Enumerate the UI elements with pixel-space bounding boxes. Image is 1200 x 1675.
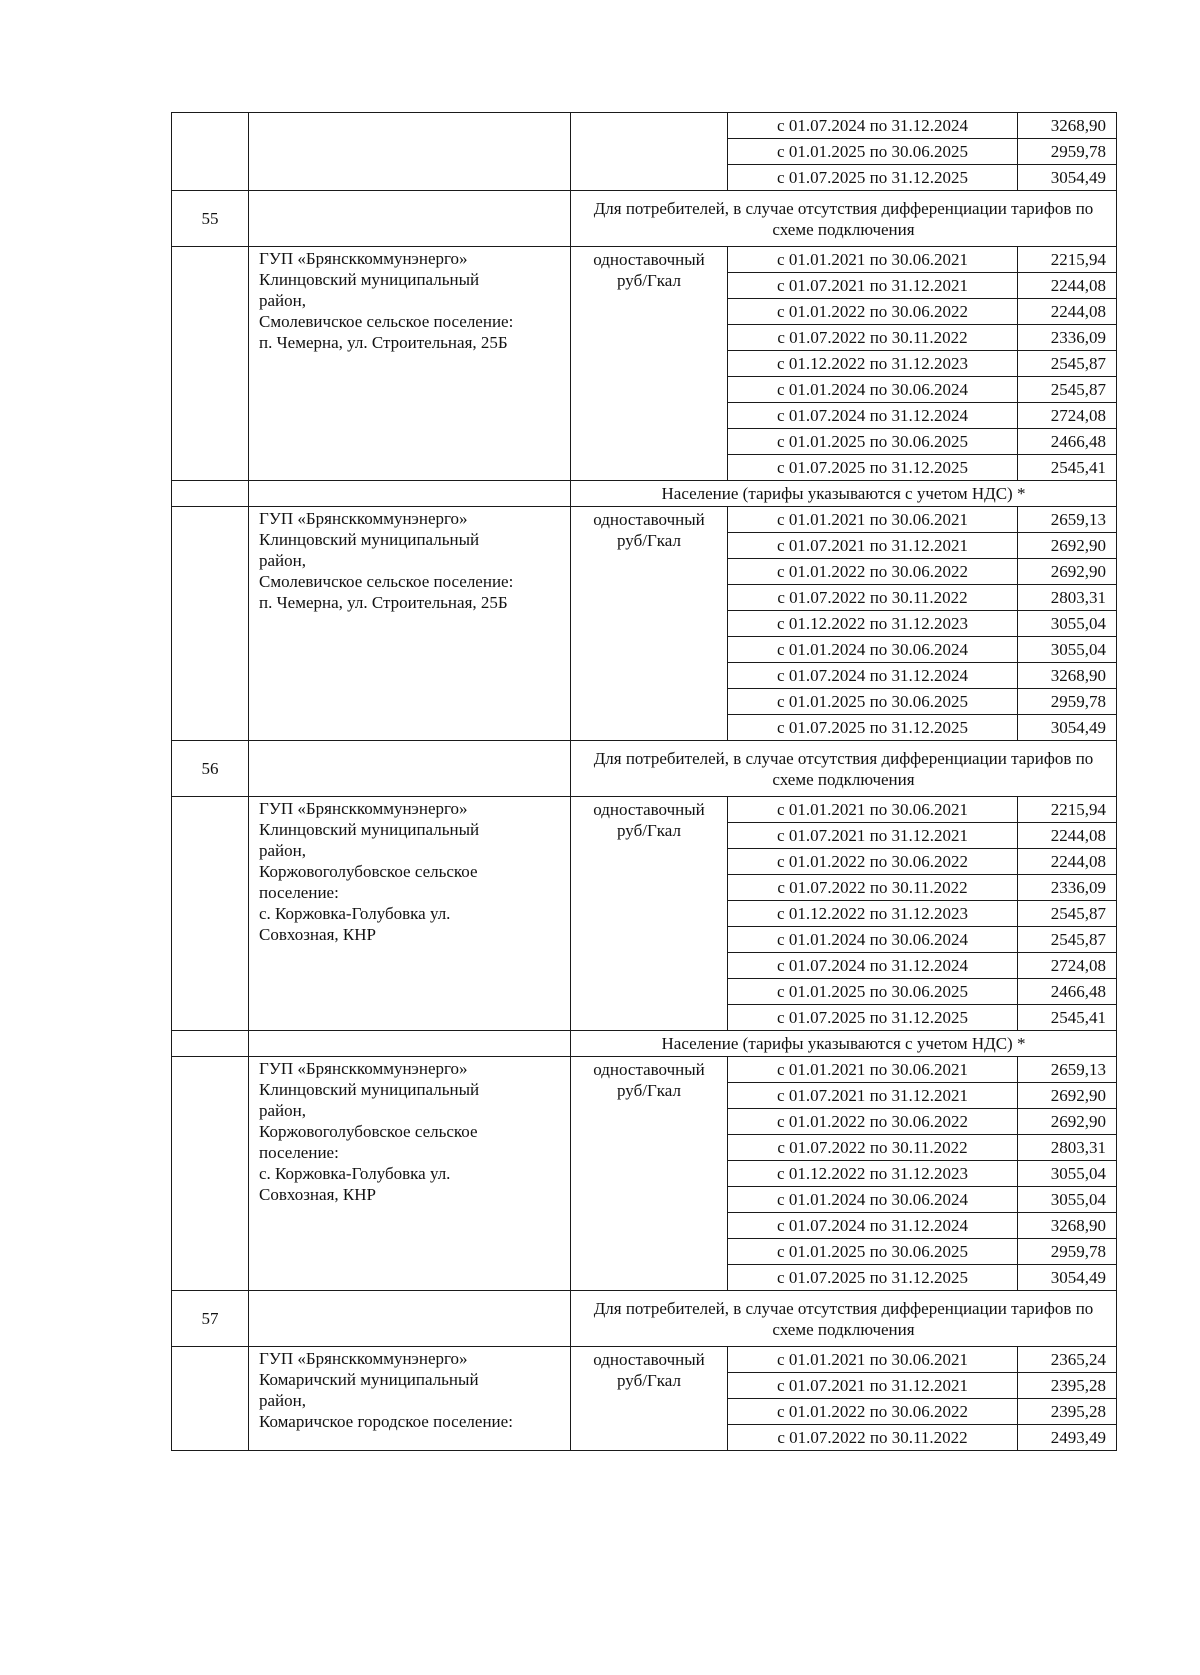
organization-line: Комаричское городское поселение:: [259, 1412, 513, 1431]
tariff-row: [172, 247, 1117, 273]
tariff-value-cell: 3054,49: [1018, 715, 1117, 741]
tariff-type-line: одноставочный: [593, 800, 705, 819]
period-cell: с 01.01.2021 по 30.06.2021: [728, 247, 1018, 273]
period-cell: с 01.07.2024 по 31.12.2024: [728, 953, 1018, 979]
period-cell: с 01.12.2022 по 31.12.2023: [728, 1161, 1018, 1187]
period-cell: с 01.07.2021 по 31.12.2021: [728, 823, 1018, 849]
tariff-type-line: руб/Гкал: [617, 821, 681, 840]
section-header-row: [172, 1291, 1117, 1347]
period-cell: с 01.07.2025 по 31.12.2025: [728, 715, 1018, 741]
period-cell: с 01.01.2021 по 30.06.2021: [728, 1347, 1018, 1373]
tariff-type-line: одноставочный: [593, 1060, 705, 1079]
organization-cell: [249, 1347, 571, 1451]
period-cell: с 01.01.2024 по 30.06.2024: [728, 1187, 1018, 1213]
organization-line: п. Чемерна, ул. Строительная, 25Б: [259, 333, 508, 352]
period-cell: с 01.07.2021 по 31.12.2021: [728, 1083, 1018, 1109]
organization-line: ГУП «Брянсккоммунэнерго»: [259, 799, 468, 818]
period-cell: с 01.01.2025 по 30.06.2025: [728, 979, 1018, 1005]
section-heading: Для потребителей, в случае отсутствия дифференциации тарифов по схеме подключения: [571, 741, 1117, 797]
tariff-value-cell: 2244,08: [1018, 273, 1117, 299]
tariff-value-cell: 3055,04: [1018, 611, 1117, 637]
period-cell: с 01.01.2025 по 30.06.2025: [728, 429, 1018, 455]
period-cell: с 01.01.2022 по 30.06.2022: [728, 849, 1018, 875]
tariff-value-cell: 2545,41: [1018, 1005, 1117, 1031]
organization-cell: [249, 247, 571, 481]
tariff-row: [172, 797, 1117, 823]
tariff-value-cell: 2692,90: [1018, 559, 1117, 585]
tariff-value-cell: 3054,49: [1018, 165, 1117, 191]
tariff-value-cell: 3268,90: [1018, 663, 1117, 689]
tariff-type-cell: [571, 507, 728, 741]
period-cell: с 01.01.2025 по 30.06.2025: [728, 689, 1018, 715]
empty-cell: [172, 1031, 249, 1057]
organization-line: Коржовоголубовское сельское: [259, 862, 478, 881]
tariff-value-cell: 2959,78: [1018, 1239, 1117, 1265]
tariff-value-cell: 2803,31: [1018, 585, 1117, 611]
empty-cell: [172, 113, 249, 191]
organization-line: Клинцовский муниципальный: [259, 270, 480, 289]
organization-line: Смолевичское сельское поселение:: [259, 572, 514, 591]
tariff-value-cell: 2493,49: [1018, 1425, 1117, 1451]
tariff-value-cell: 3055,04: [1018, 1187, 1117, 1213]
organization-line: ГУП «Брянсккоммунэнерго»: [259, 249, 468, 268]
empty-cell: [172, 247, 249, 481]
organization-line: ГУП «Брянсккоммунэнерго»: [259, 1059, 468, 1078]
tariff-value-cell: 3268,90: [1018, 113, 1117, 139]
tariff-value-cell: 2395,28: [1018, 1399, 1117, 1425]
tariff-row: [172, 1347, 1117, 1373]
empty-cell: [249, 1031, 571, 1057]
period-cell: с 01.01.2022 по 30.06.2022: [728, 1399, 1018, 1425]
tariff-type-line: одноставочный: [593, 510, 705, 529]
period-cell: с 01.07.2025 по 31.12.2025: [728, 165, 1018, 191]
tariff-type-line: руб/Гкал: [617, 1371, 681, 1390]
organization-line: Совхозная, КНР: [259, 925, 376, 944]
period-cell: с 01.01.2021 по 30.06.2021: [728, 1057, 1018, 1083]
period-cell: с 01.12.2022 по 31.12.2023: [728, 901, 1018, 927]
period-cell: с 01.01.2022 по 30.06.2022: [728, 559, 1018, 585]
tariff-type-cell: [571, 1347, 728, 1451]
organization-line: район,: [259, 291, 306, 310]
tariff-value-cell: 2244,08: [1018, 849, 1117, 875]
section-heading: Для потребителей, в случае отсутствия дифференциации тарифов по схеме подключения: [571, 1291, 1117, 1347]
period-cell: с 01.01.2022 по 30.06.2022: [728, 1109, 1018, 1135]
organization-cell: [249, 507, 571, 741]
tariff-value-cell: 2545,87: [1018, 901, 1117, 927]
organization-cell: [249, 1057, 571, 1291]
tariff-type-cell: [571, 1057, 728, 1291]
period-cell: с 01.07.2024 по 31.12.2024: [728, 663, 1018, 689]
tariff-value-cell: 3055,04: [1018, 1161, 1117, 1187]
period-cell: с 01.01.2021 по 30.06.2021: [728, 507, 1018, 533]
tariff-value-cell: 2545,87: [1018, 377, 1117, 403]
tariff-row: [172, 1057, 1117, 1083]
tariff-type-cell: [571, 797, 728, 1031]
tariff-value-cell: 2336,09: [1018, 325, 1117, 351]
tariff-type-line: руб/Гкал: [617, 1081, 681, 1100]
organization-line: с. Коржовка-Голубовка ул.: [259, 904, 451, 923]
tariff-value-cell: 2692,90: [1018, 1109, 1117, 1135]
tariff-value-cell: 2336,09: [1018, 875, 1117, 901]
organization-line: поселение:: [259, 883, 339, 902]
period-cell: с 01.01.2024 по 30.06.2024: [728, 637, 1018, 663]
tariff-type-cell: [571, 113, 728, 191]
tariff-row: [172, 507, 1117, 533]
subheader-row: [172, 1031, 1117, 1057]
period-cell: с 01.07.2022 по 30.11.2022: [728, 1425, 1018, 1451]
organization-line: район,: [259, 841, 306, 860]
period-cell: с 01.07.2024 по 31.12.2024: [728, 113, 1018, 139]
section-heading: Для потребителей, в случае отсутствия дифференциации тарифов по схеме подключения: [571, 191, 1117, 247]
period-cell: с 01.07.2025 по 31.12.2025: [728, 1005, 1018, 1031]
period-cell: с 01.07.2022 по 30.11.2022: [728, 1135, 1018, 1161]
empty-cell: [172, 1347, 249, 1451]
period-cell: с 01.07.2022 по 30.11.2022: [728, 875, 1018, 901]
period-cell: с 01.12.2022 по 31.12.2023: [728, 611, 1018, 637]
organization-line: Смолевичское сельское поселение:: [259, 312, 514, 331]
empty-cell: [172, 797, 249, 1031]
empty-cell: [172, 1057, 249, 1291]
tariff-type-line: руб/Гкал: [617, 531, 681, 550]
tariff-value-cell: 2466,48: [1018, 429, 1117, 455]
tariff-type-line: одноставочный: [593, 1350, 705, 1369]
period-cell: с 01.07.2021 по 31.12.2021: [728, 533, 1018, 559]
empty-cell: [249, 1291, 571, 1347]
tariff-value-cell: 2724,08: [1018, 953, 1117, 979]
organization-cell: [249, 113, 571, 191]
tariff-value-cell: 2545,87: [1018, 351, 1117, 377]
tariff-value-cell: 2365,24: [1018, 1347, 1117, 1373]
period-cell: с 01.01.2024 по 30.06.2024: [728, 377, 1018, 403]
tariff-value-cell: 2724,08: [1018, 403, 1117, 429]
organization-line: Клинцовский муниципальный: [259, 820, 480, 839]
tariff-value-cell: 2395,28: [1018, 1373, 1117, 1399]
empty-cell: [172, 507, 249, 741]
tariff-type-line: руб/Гкал: [617, 271, 681, 290]
population-subheading: Население (тарифы указываются с учетом НДС) *: [571, 1031, 1117, 1057]
period-cell: с 01.07.2025 по 31.12.2025: [728, 455, 1018, 481]
period-cell: с 01.07.2024 по 31.12.2024: [728, 1213, 1018, 1239]
empty-cell: [249, 481, 571, 507]
organization-line: п. Чемерна, ул. Строительная, 25Б: [259, 593, 508, 612]
item-number: 55: [172, 191, 249, 247]
tariff-value-cell: 2803,31: [1018, 1135, 1117, 1161]
item-number: 57: [172, 1291, 249, 1347]
organization-line: Клинцовский муниципальный: [259, 530, 480, 549]
tariff-row: [172, 113, 1117, 139]
tariff-value-cell: 2545,87: [1018, 927, 1117, 953]
period-cell: с 01.01.2025 по 30.06.2025: [728, 1239, 1018, 1265]
tariff-type-line: одноставочный: [593, 250, 705, 269]
tariff-value-cell: 2244,08: [1018, 299, 1117, 325]
tariff-table: [171, 112, 1117, 1451]
tariff-value-cell: 3054,49: [1018, 1265, 1117, 1291]
tariff-value-cell: 2659,13: [1018, 507, 1117, 533]
period-cell: с 01.07.2021 по 31.12.2021: [728, 1373, 1018, 1399]
organization-line: Коржовоголубовское сельское: [259, 1122, 478, 1141]
period-cell: с 01.01.2021 по 30.06.2021: [728, 797, 1018, 823]
period-cell: с 01.01.2022 по 30.06.2022: [728, 299, 1018, 325]
organization-line: Совхозная, КНР: [259, 1185, 376, 1204]
tariff-value-cell: 2959,78: [1018, 139, 1117, 165]
organization-line: Клинцовский муниципальный: [259, 1080, 480, 1099]
tariff-value-cell: 2466,48: [1018, 979, 1117, 1005]
subheader-row: [172, 481, 1117, 507]
tariff-value-cell: 3268,90: [1018, 1213, 1117, 1239]
period-cell: с 01.07.2022 по 30.11.2022: [728, 585, 1018, 611]
organization-line: район,: [259, 1391, 306, 1410]
period-cell: с 01.01.2025 по 30.06.2025: [728, 139, 1018, 165]
item-number: 56: [172, 741, 249, 797]
organization-line: поселение:: [259, 1143, 339, 1162]
organization-line: район,: [259, 1101, 306, 1120]
period-cell: с 01.07.2022 по 30.11.2022: [728, 325, 1018, 351]
section-header-row: [172, 191, 1117, 247]
period-cell: с 01.07.2025 по 31.12.2025: [728, 1265, 1018, 1291]
period-cell: с 01.07.2021 по 31.12.2021: [728, 273, 1018, 299]
population-subheading: Население (тарифы указываются с учетом НДС) *: [571, 481, 1117, 507]
tariff-value-cell: 2545,41: [1018, 455, 1117, 481]
empty-cell: [172, 481, 249, 507]
organization-line: с. Коржовка-Голубовка ул.: [259, 1164, 451, 1183]
section-header-row: [172, 741, 1117, 797]
tariff-value-cell: 2959,78: [1018, 689, 1117, 715]
organization-line: ГУП «Брянсккоммунэнерго»: [259, 509, 468, 528]
tariff-value-cell: 2215,94: [1018, 797, 1117, 823]
empty-cell: [249, 741, 571, 797]
organization-line: Комаричский муниципальный: [259, 1370, 479, 1389]
tariff-value-cell: 2244,08: [1018, 823, 1117, 849]
organization-line: ГУП «Брянсккоммунэнерго»: [259, 1349, 468, 1368]
period-cell: с 01.07.2024 по 31.12.2024: [728, 403, 1018, 429]
tariff-value-cell: 2659,13: [1018, 1057, 1117, 1083]
tariff-value-cell: 2692,90: [1018, 1083, 1117, 1109]
tariff-value-cell: 2215,94: [1018, 247, 1117, 273]
tariff-value-cell: 2692,90: [1018, 533, 1117, 559]
empty-cell: [249, 191, 571, 247]
tariff-value-cell: 3055,04: [1018, 637, 1117, 663]
period-cell: с 01.01.2024 по 30.06.2024: [728, 927, 1018, 953]
organization-cell: [249, 797, 571, 1031]
period-cell: с 01.12.2022 по 31.12.2023: [728, 351, 1018, 377]
tariff-type-cell: [571, 247, 728, 481]
organization-line: район,: [259, 551, 306, 570]
